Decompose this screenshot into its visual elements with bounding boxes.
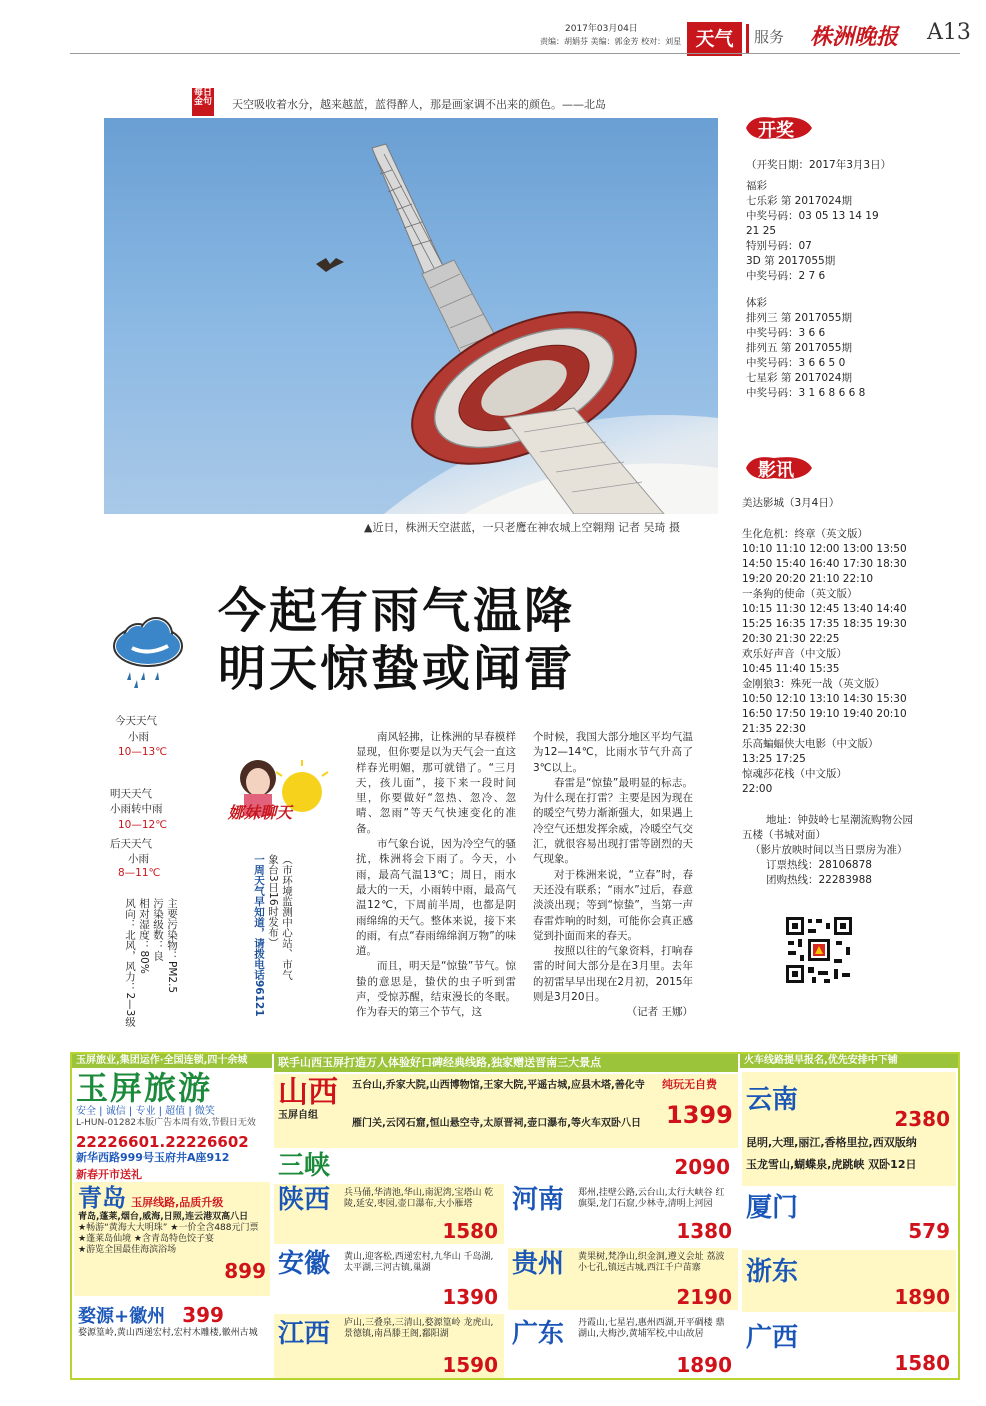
- jiangxi-price: 1590: [442, 1353, 498, 1377]
- editors-line: 责编：胡娟芬 美编：郭金芳 校对：刘星: [540, 37, 682, 46]
- guangdong-region: 广东: [512, 1319, 565, 1349]
- movie-times: 10:10 11:10 12:00 13:00 13:50: [742, 543, 907, 555]
- guangxi-region: 广西: [746, 1323, 799, 1353]
- movie-times: 22:00: [742, 783, 773, 795]
- headline-line-2: 明天惊蛰或闻雷: [218, 641, 576, 697]
- guizhou-box: [508, 1248, 738, 1310]
- sanxia-price: 2090: [674, 1155, 730, 1179]
- rain-cloud-icon: [108, 610, 188, 694]
- shaanxi-box: [274, 1184, 504, 1244]
- zhedong-box: [742, 1250, 956, 1312]
- article-paragraph: 而且，明天是“惊蛰”节气。惊蛰的意思是，蛰伏的虫子听到雷声，受惊苏醒，结束漫长的冬眠。作为春天的第三个节气，这: [356, 960, 516, 1019]
- qingdao-bullet: ★畅游“黄海大大明珠” ★一价全含488元门票: [78, 1223, 259, 1233]
- headline-line-1: 今起有雨气温降: [218, 583, 576, 639]
- source-hotline: 一周天气早知道，请拨电话96121: [253, 854, 265, 1017]
- anhui-desc: 黄山,迎客松,西递宏村,九华山 千岛湖,太平湖,三河古镇,巢湖: [344, 1252, 494, 1273]
- article-column-1: [356, 730, 516, 1021]
- movie-title: 欢乐好声音（中文版）: [742, 648, 847, 660]
- article-paragraph: 南风轻拂，让株洲的早春模样显现，但你要是以为天气会一直这样春光明媚，那可就错了。“三月天，孩儿面”，接下来一段时间里，你要做好“忽热、忽冷、忽晴、忽雨”等天气快速变化的准备。: [356, 731, 516, 835]
- yunnan-box: [742, 1072, 956, 1186]
- article-paragraph: 春雷是“惊蛰”最明显的标志。为什么现在打雷？主要是因为现在的暖空气势力渐渐强大，如果遇上冷空气还想发挥余威，冷暖空气交汇，就很容易出现打雷等剧烈的天气现象。: [533, 776, 693, 866]
- cinema-address-2: 五楼（书城对面）: [742, 829, 826, 841]
- zhedong-price: 1890: [894, 1285, 950, 1309]
- article-paragraph: 对于株洲来说，“立春”时，春天还没有联系；“雨水”过后，春意淡淡出现；等到“惊蛰”，当第一声春雷炸响的时刻，可能你会真正感觉到扑面而来的春天。: [533, 868, 693, 942]
- cinema-heading: [744, 452, 814, 488]
- page-number: A13: [927, 20, 971, 45]
- article-byline: （记者 王娜）: [626, 1006, 693, 1019]
- pl3-numbers: 中奖号码：3 6 6: [746, 327, 826, 339]
- henan-box: [508, 1184, 738, 1244]
- tomorrow-label: 明天天气: [110, 788, 152, 800]
- lottery-title: 开奖: [758, 120, 794, 141]
- movie-times: 10:45 11:40 15:35: [742, 663, 840, 675]
- movie-title: 生化危机：终章（英文版）: [742, 528, 868, 540]
- sports-label: 体彩: [746, 297, 767, 309]
- qingdao-price: 899: [224, 1259, 266, 1283]
- cinema-address: 地址：钟鼓岭七星潮流购物公园: [766, 814, 913, 826]
- henan-price: 1380: [676, 1219, 732, 1243]
- shanxi-line-1: 五台山,乔家大院,山西博物馆,王家大院,平遥古城,应县木塔,善化寺: [352, 1080, 645, 1091]
- daily-quote: 天空吸收着水分，越来越蓝，蓝得醉人，那是画家调不出来的颜色。——北岛: [232, 98, 606, 111]
- qingdao-box: [74, 1182, 270, 1296]
- qr-code[interactable]: [784, 915, 854, 985]
- lottery-date: （开奖日期：2017年3月3日）: [746, 159, 892, 171]
- ad-middle-column: [274, 1054, 738, 1380]
- shanxi-price: 1399: [666, 1101, 733, 1129]
- movie-times: 20:30 21:30 22:25: [742, 633, 840, 645]
- wuyuan-price: 399: [182, 1303, 224, 1327]
- shanxi-tag: 纯玩无自费: [662, 1078, 717, 1091]
- ad-address: 新华西路999号玉府井A座912: [76, 1151, 230, 1164]
- anhui-price: 1390: [442, 1285, 498, 1309]
- jiangxi-desc: 庐山,三叠泉,三清山,婺源篁岭 龙虎山,景德镇,南昌滕王阁,鄱阳湖: [344, 1318, 494, 1339]
- tower-photo: [104, 118, 718, 514]
- yunnan-region: 云南: [746, 1085, 799, 1115]
- guangdong-desc: 丹霞山,七星岩,惠州西湖,开平碉楼 鼎湖山,大梅沙,黄埔军校,中山故居: [578, 1318, 725, 1339]
- aqi-level: 污染级数：良: [152, 898, 164, 961]
- shanxi-sub: 玉屏自组: [278, 1110, 318, 1121]
- qingdao-region: 青岛: [78, 1184, 126, 1212]
- ad-promo: 新春开市送礼: [76, 1168, 142, 1181]
- yunnan-price: 2380: [894, 1107, 950, 1131]
- after-condition: 小雨: [128, 853, 149, 865]
- source-line-1: （市环境监测中心站、市气: [281, 854, 293, 980]
- after-temp: 8—11℃: [118, 867, 161, 879]
- shanxi-line-2: 雁门关,云冈石窟,恒山悬空寺,太原晋祠,壶口瀑布,等火车双卧八日: [352, 1118, 641, 1129]
- ticket-hotline: 订票热线：28106878: [766, 859, 872, 871]
- xiamen-price: 579: [908, 1219, 950, 1243]
- header-divider: [746, 24, 749, 54]
- after-label: 后天天气: [110, 838, 152, 850]
- movie-times: 16:50 17:50 19:10 19:40 20:10: [742, 708, 907, 720]
- ad-left-banner: 玉屏旅业,集团运作·全国连锁,四十余城: [72, 1054, 272, 1068]
- qlc-numbers-2: 21 25: [746, 225, 777, 237]
- 3d-period: 3D 第 2017055期: [746, 255, 836, 267]
- movie-times: 19:20 20:20 21:10 22:10: [742, 573, 874, 585]
- movie-times: 10:15 11:30 12:45 13:40 14:40: [742, 603, 907, 615]
- ad-brand: 玉屏旅游: [76, 1069, 213, 1107]
- ad-phone[interactable]: 22226601.22226602: [76, 1133, 249, 1151]
- wuyuan-desc: 婺源篁岭,黄山西递宏村,宏村木雕楼,徽州古城: [78, 1328, 258, 1338]
- tomorrow-temp: 10—12℃: [118, 819, 168, 831]
- zhedong-region: 浙东: [746, 1257, 799, 1287]
- movie-times: 21:35 22:30: [742, 723, 806, 735]
- yunnan-desc: 昆明,大理,丽江,香格里拉,西双版纳: [746, 1136, 917, 1149]
- qingdao-bullet: ★游览全国最佳海滨浴场: [78, 1245, 177, 1255]
- pl3-period: 排列三 第 2017055期: [746, 312, 852, 324]
- lottery-heading: [744, 112, 814, 148]
- movie-title: 乐高蝙蝠侠大电影（中文版）: [742, 738, 879, 750]
- pl5-period: 排列五 第 2017055期: [746, 342, 852, 354]
- cinema-title: 影讯: [758, 460, 794, 481]
- shaanxi-region: 陕西: [278, 1185, 331, 1215]
- movie-title: 惊魂莎花栈（中文版）: [742, 768, 847, 780]
- cinema-venue: 美达影城（3月4日）: [742, 497, 840, 509]
- jiangxi-box: [274, 1314, 504, 1378]
- qlc-period: 七乐彩 第 2017024期: [746, 195, 852, 207]
- cinema-listing: [742, 496, 960, 888]
- shaanxi-price: 1580: [442, 1219, 498, 1243]
- today-condition: 小雨: [128, 731, 149, 743]
- ad-top-banner: 联手山西玉屏打造万人体验好口碑经典线路,独家赠送晋南三大景点: [274, 1054, 738, 1072]
- qxc-period: 七星彩 第 2017024期: [746, 372, 852, 384]
- qingdao-items: 青岛,蓬莱,烟台,威海,日照,连云港双高八日: [78, 1212, 249, 1222]
- article-paragraph: 市气象台说，因为冷空气的骚扰，株洲将会下雨了。今天，小雨，最高气温13℃；周日，雨水最大的一天，小雨转中雨，最高气温12℃，下周前半周，也都是阴雨绵绵的天气。整体来说，接下来的雨，有点“春雨绵绵润万物”的味道。: [356, 838, 516, 958]
- shanxi-region: 山西: [278, 1075, 338, 1110]
- guizhou-region: 贵州: [512, 1249, 565, 1279]
- qxc-numbers: 中奖号码：3 1 6 8 6 6 8: [746, 387, 866, 399]
- ad-license: L-HUN-01282本版广告本周有效,节假日无效: [76, 1118, 256, 1128]
- shaanxi-desc: 兵马俑,华清池,华山,南泥湾,宝塔山 乾陵,延安,枣园,壶口瀑布,大小雁塔: [344, 1188, 494, 1209]
- guangdong-box: [508, 1314, 738, 1378]
- header-rule: [70, 53, 960, 54]
- ad-right-banner: 火车线路提早报名,优先安排中下铺: [740, 1054, 958, 1068]
- sanxia-box: [274, 1152, 738, 1180]
- ad-brand-slogan: 安全 | 诚信 | 专业 | 超值 | 微笑: [76, 1106, 215, 1117]
- anhui-box: [274, 1248, 504, 1310]
- xiamen-box: [742, 1190, 956, 1246]
- cinema-note: （影片放映时间以当日票房为准）: [750, 844, 908, 856]
- guangdong-price: 1890: [676, 1353, 732, 1377]
- yunnan-desc-2: 玉龙雪山,蝴蝶泉,虎跳峡 双卧12日: [746, 1158, 917, 1171]
- guangxi-box: [742, 1316, 956, 1378]
- photo-caption: ▲近日，株洲天空湛蓝，一只老鹰在神农城上空翱翔 记者 吴琦 摄: [364, 521, 680, 534]
- movie-times: 10:50 12:10 13:10 14:30 15:30: [742, 693, 907, 705]
- source-line-2: 象台3日16时发布）: [267, 854, 279, 948]
- tomorrow-condition: 小雨转中雨: [110, 803, 163, 815]
- qingdao-bullet: ★蓬莱岛仙境 ★含青岛特色饺子宴: [78, 1234, 214, 1244]
- newspaper-logo: 株洲晚报: [810, 24, 899, 50]
- 3d-numbers: 中奖号码：2 7 6: [746, 270, 826, 282]
- guizhou-price: 2190: [676, 1285, 732, 1309]
- section-tag-weather: 天气: [687, 22, 742, 56]
- qlc-special: 特别号码：07: [746, 240, 812, 252]
- ad-right-column: [740, 1054, 958, 1380]
- ad-left-column: [72, 1054, 272, 1380]
- issue-date: 2017年03月04日: [565, 24, 638, 34]
- henan-region: 河南: [512, 1185, 565, 1215]
- qingdao-line: 玉屏线路,品质升级: [131, 1196, 224, 1209]
- section-name: 服务: [754, 28, 785, 46]
- travel-advertisement: [70, 1052, 960, 1380]
- movie-times: 15:25 16:35 17:35 18:35 19:30: [742, 618, 907, 630]
- aqi-pollutant: 主要污染物：PM2.5: [166, 898, 178, 994]
- xiamen-region: 厦门: [746, 1193, 799, 1223]
- article-column-2: [533, 730, 693, 1021]
- lottery-results: [746, 158, 956, 401]
- quote-badge: 每日金句: [192, 88, 214, 116]
- movie-times: 13:25 17:25: [742, 753, 806, 765]
- welfare-label: 福彩: [746, 180, 767, 192]
- shanxi-box: [274, 1074, 738, 1148]
- guangxi-price: 1580: [894, 1351, 950, 1375]
- today-label: 今天天气: [115, 715, 157, 727]
- tower-illustration: [104, 118, 718, 514]
- movie-title: 一条狗的使命（英文版）: [742, 588, 858, 600]
- group-hotline: 团购热线：22283988: [766, 874, 872, 886]
- article-paragraph: 按照以往的气象资料，打响春雷的时间大部分是在3月里。去年的初雷早早出现在2月初，2015年则是3月20日。: [533, 945, 693, 1004]
- aqi-humidity: 相对湿度：80%: [138, 898, 150, 974]
- columnist-label: 娜妹聊天: [228, 803, 293, 822]
- jiangxi-region: 江西: [278, 1319, 331, 1349]
- henan-desc: 郑州,挂壁公路,云台山,太行大峡谷 红旗渠,龙门石窟,少林寺,清明上河园: [578, 1188, 725, 1209]
- pl5-numbers: 中奖号码：3 6 6 5 0: [746, 357, 846, 369]
- sanxia-region: 三峡: [278, 1151, 331, 1181]
- anhui-region: 安徽: [278, 1249, 331, 1279]
- today-temp: 10—13℃: [118, 746, 168, 758]
- movie-times: 14:50 15:40 16:40 17:30 18:30: [742, 558, 907, 570]
- wuyuan-box: [74, 1300, 270, 1378]
- movie-title: 金刚狼3：殊死一战（英文版）: [742, 678, 886, 690]
- wuyuan-region: 婺源+徽州: [78, 1306, 166, 1327]
- qlc-numbers: 中奖号码：03 05 13 14 19: [746, 210, 879, 222]
- article-paragraph: 个时候，我国大部分地区平均气温为12—14℃，比雨水节气升高了3℃以上。: [533, 731, 693, 774]
- aqi-wind: 风向：北风，风力：2—3级: [124, 898, 136, 1027]
- guizhou-desc: 黄果树,梵净山,织金洞,遵义会址 荔波小七孔,镇远古城,西江千户苗寨: [578, 1252, 725, 1273]
